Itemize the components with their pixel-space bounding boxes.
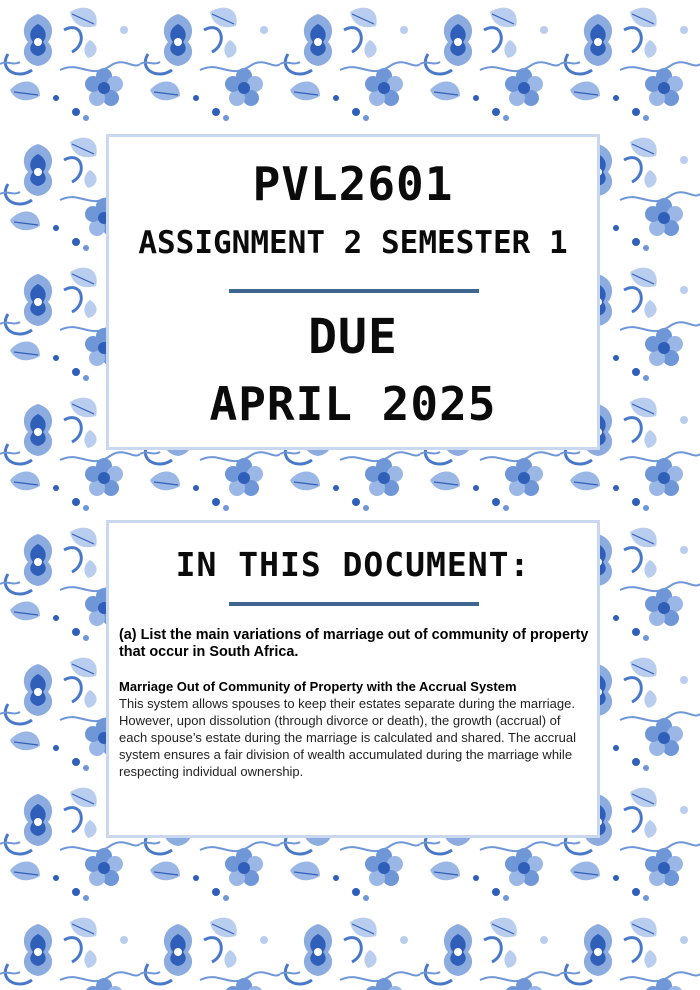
section-heading: Marriage Out of Community of Property with the Accrual System <box>119 679 517 694</box>
assignment-title: ASSIGNMENT 2 SEMESTER 1 <box>138 225 568 261</box>
course-code: PVL2601 <box>252 157 454 211</box>
title-card <box>106 134 600 450</box>
contents-card <box>106 520 600 838</box>
question-text: (a) List the main variations of marriage out of community of property that occur in South Africa. <box>119 627 589 660</box>
contents-divider <box>229 602 479 606</box>
title-divider <box>229 289 479 293</box>
due-label: DUE <box>308 309 398 365</box>
contents-heading: IN THIS DOCUMENT: <box>175 545 531 584</box>
section-body: This system allows spouses to keep their estates separate during the marriage. However, upon dissolution (through divorce or death), the growth (accrual) of each spouse’s estate during the marriage is calculated and shared. The accrual system ensures a fair division of wealth accumulated during the marriage while respecting individual ownership. <box>119 696 576 779</box>
due-date: APRIL 2025 <box>209 377 497 431</box>
